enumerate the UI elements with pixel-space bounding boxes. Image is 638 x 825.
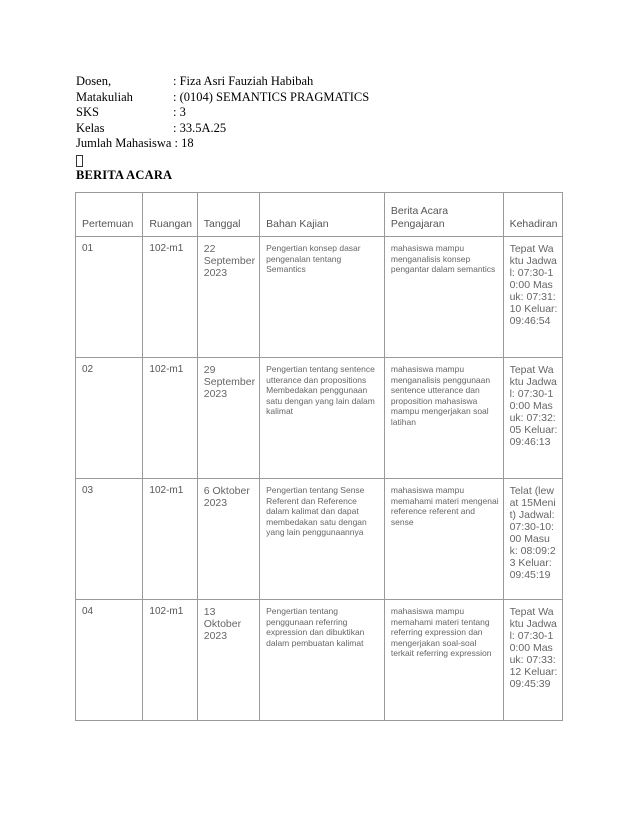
table-row	[76, 358, 563, 479]
tanggal-cell: 29 September 2023	[203, 364, 256, 400]
table-row	[76, 237, 563, 358]
sks-row	[76, 105, 369, 121]
table-header-row	[76, 193, 563, 237]
pertemuan-cell: 02	[82, 364, 94, 375]
dosen-row	[76, 74, 369, 90]
column-header-berita-acara: Berita Acara Pengajaran	[384, 193, 503, 237]
matakuliah-value: : (0104) SEMANTICS PRAGMATICS	[173, 89, 370, 104]
ruangan-cell: 102-m1	[149, 364, 184, 375]
berita-acara-cell: mahasiswa mampu memahami materi tentang referring expression dan mengerjakan soal-soal terkait referring expression	[390, 606, 492, 658]
jumlah-row	[76, 136, 369, 152]
placeholder-glyph-row	[76, 152, 369, 167]
tanggal-cell: 13 Oktober 2023	[203, 606, 242, 642]
bahan-kajian-cell: Pengertian konsep dasar pengenalan tentang Semantics	[266, 243, 361, 274]
pertemuan-cell: 01	[82, 243, 94, 254]
jumlah-value: : 18	[174, 136, 194, 150]
ruangan-cell: 102-m1	[149, 606, 184, 617]
table-row	[76, 479, 563, 600]
column-header-pertemuan: Pertemuan	[76, 193, 143, 237]
pertemuan-cell: 03	[82, 485, 94, 496]
ruangan-cell: 102-m1	[149, 485, 184, 496]
tanggal-cell: 22 September 2023	[203, 243, 256, 279]
kelas-label: Kelas	[76, 120, 105, 135]
dosen-label: Dosen,	[76, 74, 112, 88]
berita-acara-cell: mahasiswa mampu memahami materi mengenai reference referent and sense	[390, 485, 499, 527]
kehadiran-cell: Tepat Waktu Jadwal: 07:30-10:00 Masuk: 07:33:12 Keluar: 09:45:39	[509, 606, 558, 690]
berita-acara-cell: mahasiswa mampu menganalisis penggunaan sentence utterance dan proposition mahasiswa mampu mengerjakan soal latihan	[390, 364, 491, 427]
lecture-info	[76, 74, 369, 167]
ruangan-cell: 102-m1	[149, 243, 184, 254]
matakuliah-row	[76, 90, 369, 106]
dosen-value: : Fiza Asri Fauziah Habibah	[173, 74, 314, 88]
section-title: BERITA ACARA	[76, 168, 173, 182]
tanggal-cell: 6 Oktober 2023	[203, 485, 250, 509]
column-header-tanggal: Tanggal	[197, 193, 259, 237]
bahan-kajian-cell: Pengertian tentang sentence utterance dan propositions Membedakan penggunaan satu dengan yang lain dalam kalimat	[266, 364, 375, 416]
berita-acara-cell: mahasiswa mampu menganalisis konsep pengantar dalam semantics	[390, 243, 496, 274]
kehadiran-cell: Telat (lewat 15Menit) Jadwal: 07:30-10:00 Masuk: 08:09:23 Keluar: 09:45:19	[509, 485, 556, 581]
bahan-kajian-cell: Pengertian tentang penggunaan referring expression dan dibuktikan dalam pembuatan kalimat	[266, 606, 365, 648]
matakuliah-label: Matakuliah	[76, 89, 133, 104]
kehadiran-cell: Tepat Waktu Jadwal: 07:30-10:00 Masuk: 07:32:05 Keluar: 09:46:13	[509, 364, 558, 448]
kelas-value: : 33.5A.25	[173, 120, 227, 135]
kehadiran-cell: Tepat Waktu Jadwal: 07:30-10:00 Masuk: 07:31:10 Keluar: 09:46:54	[509, 243, 558, 327]
column-header-ruangan: Ruangan	[143, 193, 197, 237]
berita-acara-table	[75, 192, 563, 721]
bahan-kajian-cell: Pengertian tentang Sense Referent dan Reference dalam kalimat dan dapat membedakan satu dengan yang lain penggunaannya	[266, 485, 367, 537]
table-row	[76, 600, 563, 721]
pertemuan-cell: 04	[82, 606, 94, 617]
jumlah-label: Jumlah Mahasiswa	[76, 136, 172, 150]
column-header-bahan-kajian: Bahan Kajian	[260, 193, 385, 237]
column-header-kehadiran: Kehadiran	[503, 193, 562, 237]
sks-label: SKS	[76, 105, 99, 119]
kelas-row	[76, 121, 369, 137]
sks-value: : 3	[173, 105, 186, 119]
missing-glyph-icon	[76, 155, 83, 167]
